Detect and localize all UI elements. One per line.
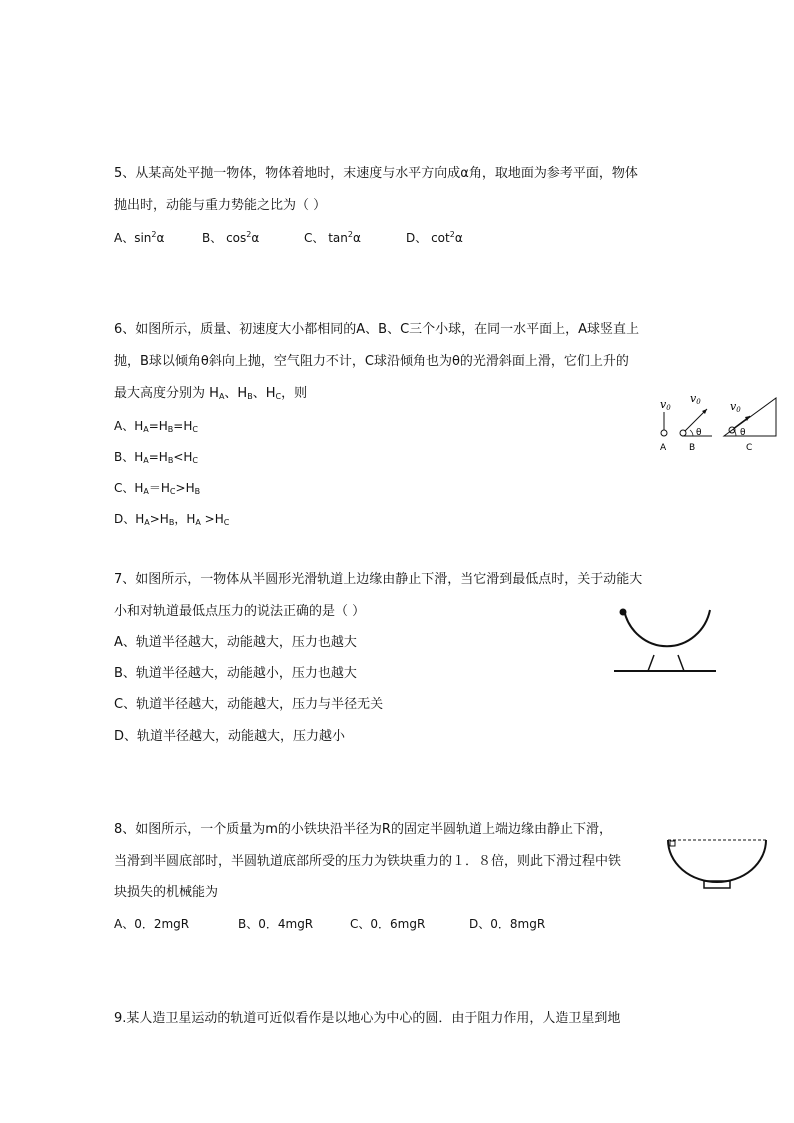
q7-line-1: 7、如图所示，一物体从半圆形光滑轨道上边缘由静止下滑，当它滑到最低点时，关于动能大 [114, 572, 643, 587]
q6-label-c: C [746, 443, 753, 453]
q6-line-3: 最大高度分别为 $H_A$、$H_B$、$H_C$，则 [114, 386, 308, 401]
q5-line-1: 5、从某高处平抛一物体，物体着地时，末速度与水平方向成α角，取地面为参考平面，物体 [114, 166, 638, 181]
q8-option-d: D、0．8mgR [469, 917, 546, 931]
q7-support-right [678, 655, 684, 671]
q6-b-theta: θ [696, 428, 702, 438]
q8-bowl-arc [668, 840, 766, 882]
q7-option-a: A、轨道半径越大，动能越大，压力也越大 [114, 635, 357, 650]
q6-line-1: 6、如图所示，质量、初速度大小都相同的A、B、C三个小球，在同一水平面上，A球竖直上 [114, 322, 640, 337]
q6-b-angle-arc [690, 430, 693, 436]
q6-label-b: B [689, 443, 696, 453]
q5-option-b: B、 $\cos^2\alpha$ [202, 230, 260, 245]
q7-option-c: C、轨道半径越大，动能越大，压力与半径无关 [114, 697, 384, 712]
q7-semicircle-track-figure [610, 600, 720, 680]
q6-projectile-figure [652, 388, 782, 458]
q9-line-1: 9.某人造卫星运动的轨道可近似看作是以地心为中心的圆．由于阻力作用，人造卫星到地 [114, 1011, 621, 1026]
q7-option-d: D、轨道半径越大，动能越大，压力越小 [114, 729, 346, 744]
q7-line-2: 小和对轨道最低点压力的说法正确的是（ ） [114, 604, 366, 619]
q8-iron-block [670, 841, 675, 846]
q8-bowl-figure [664, 832, 774, 894]
q7-track-arc [624, 610, 710, 646]
q6-a-v0-label: v0 [660, 398, 671, 412]
q7-object [620, 609, 627, 616]
q6-ball-a [661, 430, 667, 436]
q5-option-a: A、$\sin^2\alpha$ [114, 230, 165, 245]
q6-option-d: D、$H_A>H_B$，$H_A >H_C$ [114, 512, 230, 527]
q6-b-v0-label: v0 [690, 392, 701, 406]
q6-option-c: C、$H_A=H_C>H_B$ [114, 481, 201, 496]
q8-option-c: C、0．6mgR [350, 917, 426, 931]
q6-c-v0-label: v0 [730, 400, 741, 414]
q6-label-a: A [660, 443, 667, 453]
q8-line-3: 块损失的机械能为 [114, 885, 219, 900]
q5-option-c: C、 $\tan^2\alpha$ [304, 230, 361, 245]
q8-line-2: 当滑到半圆底部时，半圆轨道底部所受的压力为铁块重力的１．８倍，则此下滑过程中铁 [114, 854, 622, 869]
q7-support-left [648, 655, 654, 671]
q6-line-2: 抛，B球以倾角θ斜向上抛，空气阻力不计，C球沿倾角也为θ的光滑斜面上滑，它们上升的 [114, 354, 629, 369]
q6-c-theta: θ [740, 428, 746, 438]
q5-option-d: D、 $\cot^2\alpha$ [406, 230, 463, 245]
q8-line-1: 8、如图所示，一个质量为m的小铁块沿半径为R的固定半圆轨道上端边缘由静止下滑， [114, 822, 612, 837]
q8-option-a: A、0．2mgR [114, 917, 190, 931]
q6-option-b: B、$H_A=H_B<H_C$ [114, 450, 198, 465]
q8-option-b: B、0．4mgR [238, 917, 314, 931]
q5-line-2: 抛出时，动能与重力势能之比为（ ） [114, 198, 327, 213]
q6-option-a: A、$H_A=H_B=H_C$ [114, 419, 198, 434]
q7-option-b: B、轨道半径越大，动能越小，压力也越大 [114, 666, 357, 681]
